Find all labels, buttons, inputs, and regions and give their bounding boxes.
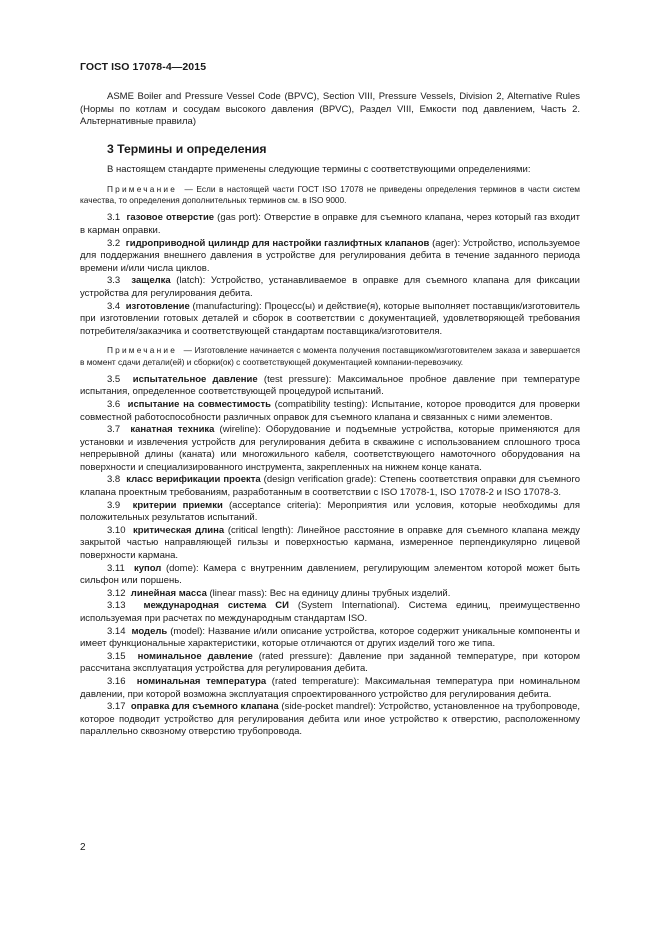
page-number: 2 xyxy=(80,842,86,853)
term-number: 3.12 xyxy=(107,587,126,599)
term-number: 3.6 xyxy=(107,398,121,410)
note-text: — Изготовление начинается с момента получения поставщиком/изготовителем заказа и завершается в момент сдачи детали(ей) и сборки(ок) с соответствующей документацией компании-перевозчику. xyxy=(80,345,580,367)
term-definition: (test pressure): Максимальное пробное давление при температуре испытания, определенное соответствующей процедурой испытаний. xyxy=(80,373,581,398)
term-entry xyxy=(80,399,580,424)
term-name: класс верификации проекта xyxy=(126,474,261,486)
term-name: критическая длина xyxy=(133,524,225,536)
term-definition: (wireline): Оборудование и подъемные устройства, которые применяются для установки и извлечения устройств для регулирования дебита в скважине с использованием сплошного троса непрерывной длины (каната) или многожильного кабеля, соответствующего намоточного оборудования на поверхности и специализированного инструмента, закрепленных на нижнем конце каната. xyxy=(80,424,580,473)
term-definition: (acceptance criteria): Мероприятия или условия, которые необходимы для положительных результатов испытаний. xyxy=(80,499,580,524)
term-number: 3.4 xyxy=(107,300,121,312)
section-title: 3 Термины и определения xyxy=(107,141,267,156)
term-name: газовое отверстие xyxy=(126,212,215,224)
term-name: номинальное давление xyxy=(137,650,253,662)
term-name: купол xyxy=(133,562,162,574)
term-name: испытание на совместимость xyxy=(127,398,271,410)
term-name: модель xyxy=(131,625,168,637)
term-entry xyxy=(80,676,580,701)
term-entry xyxy=(80,474,580,499)
note-1 xyxy=(80,184,580,206)
section-intro: В настоящем стандарте применены следующие термины с соответствующими определениями: xyxy=(107,164,531,176)
page-content xyxy=(80,91,580,739)
term-definition: (rated pressure): Давление при заданной температуре, при котором рассчитана эксплуатация устройства для регулирования дебита. xyxy=(80,650,581,675)
term-entry xyxy=(80,374,580,399)
term-definition: (dome): Камера с внутренним давлением, регулирующим элементом которой может быть сильфон или поршень. xyxy=(80,562,581,587)
term-entry xyxy=(80,212,580,237)
note-label: Примечание xyxy=(107,183,178,194)
term-number: 3.2 xyxy=(107,237,121,249)
term-number: 3.5 xyxy=(107,373,121,385)
term-entry xyxy=(80,600,580,625)
term-number: 3.10 xyxy=(107,524,126,536)
term-entry xyxy=(80,588,580,601)
reference-asme: ASME Boiler and Pressure Vessel Code (BPVC), Section VIII, Pressure Vessels, Division 2, Alternative Rules (Нормы по котлам и сосудам высокого давления (BPVC), Раздел VIII, Емкости под давлением, Часть 2. Альтернативные правила) xyxy=(80,91,580,128)
term-entry xyxy=(80,238,580,276)
term-name: гидроприводной цилиндр для настройки газлифтных клапанов xyxy=(125,237,430,249)
term-number: 3.8 xyxy=(107,474,121,486)
term-name: номинальная температура xyxy=(136,675,267,687)
note-label: Примечание xyxy=(107,345,178,356)
term-definition: (gas port): Отверстие в оправке для съемного клапана, через который газ входит в карман оправки. xyxy=(80,212,581,236)
term-name: линейная масса xyxy=(130,587,207,599)
term-definition: (compatibility testing): Испытание, которое проводится для проверки совместной работоспособности различных оправок для съемного клапана и связанных с ними элементов. xyxy=(80,398,580,423)
term-number: 3.9 xyxy=(107,499,121,511)
term-number: 3.15 xyxy=(107,650,126,662)
term-name: канатная техника xyxy=(130,424,215,436)
term-entry xyxy=(80,500,580,525)
term-name: испытательное давление xyxy=(132,373,258,385)
term-definition: (side-pocket mandrel): Устройство, установленное на трубопроводе, которое подводит устройство для регулирования дебита или иное устройство к отверстию, расположенному параллельно сквозному отверстию трубопровода. xyxy=(80,701,581,738)
term-entry xyxy=(80,424,580,474)
term-definition: (ager): Устройство, используемое для поддержания внешнего давления в устройстве для регулирования дебита в течение заданного периода времени и/или числа циклов. xyxy=(80,237,581,274)
document-code-header: ГОСТ ISO 17078-4—2015 xyxy=(80,61,207,73)
term-number: 3.13 xyxy=(107,600,126,612)
note-2 xyxy=(80,345,580,367)
term-entry xyxy=(80,701,580,739)
term-definition: (System International). Система единиц, преимущественно используемая при расчетах по международным стандартам ISO. xyxy=(80,600,580,624)
term-name: защелка xyxy=(131,275,171,287)
term-name: международная система СИ xyxy=(143,600,289,612)
term-entry xyxy=(80,301,580,339)
term-definition: (latch): Устройство, устанавливаемое в оправке для съемного клапана для фиксации устройства для регулирования дебита. xyxy=(80,275,580,299)
term-entry xyxy=(80,626,580,651)
term-entry xyxy=(80,563,580,588)
term-number: 3.1 xyxy=(107,212,121,224)
term-name: оправка для съемного клапана xyxy=(130,701,279,713)
term-entry xyxy=(80,525,580,563)
term-definition: (manufacturing): Процесс(ы) и действие(я), которые выполняет поставщик/изготовитель при изготовлении готовых деталей и сборок в соответствии с документацией, удовлетворяющей требования потребителя/заказчика и соответствующей стандартам поставщика/изготовителя. xyxy=(80,300,580,337)
term-number: 3.3 xyxy=(107,275,121,287)
term-number: 3.14 xyxy=(107,625,126,637)
term-number: 3.17 xyxy=(107,701,126,713)
term-definition: (linear mass): Вес на единицу длины трубных изделий. xyxy=(206,587,451,599)
term-name: изготовление xyxy=(125,300,190,312)
term-definition: (model): Название и/или описание устройства, которое содержит уникальные компоненты и имеет функциональные характеристики, которые отличаются от других изделий того же типа. xyxy=(80,625,580,650)
term-number: 3.11 xyxy=(107,562,125,574)
note-text: — Если в настоящей части ГОСТ ISO 17078 не приведены определения терминов в части систем качества, то определения дополнительных терминов см. в ISO 9000. xyxy=(80,183,580,206)
term-number: 3.7 xyxy=(107,424,121,436)
term-definition: (rated temperature): Максимальная температура при номинальном давлении, при которой возможна эксплуатация спроектированного устройство для регулирования дебита. xyxy=(80,675,581,700)
term-definition: (critical length): Линейное расстояние в оправке для съемного клапана между закрытой частью направляющей гильзы и поверхностью кармана, измеренное перпендикулярно лицевой поверхности кармана. xyxy=(80,524,580,562)
term-entry xyxy=(80,275,580,300)
term-definition: (design verification grade): Степень соответствия оправки для съемного клапана проектным требованиям, разработанным в соответствии с ISO 17078-1, ISO 17078-2 и ISO 17078-3. xyxy=(80,474,580,499)
term-number: 3.16 xyxy=(107,675,126,687)
term-name: критерии приемки xyxy=(132,499,223,511)
term-entry xyxy=(80,651,580,676)
